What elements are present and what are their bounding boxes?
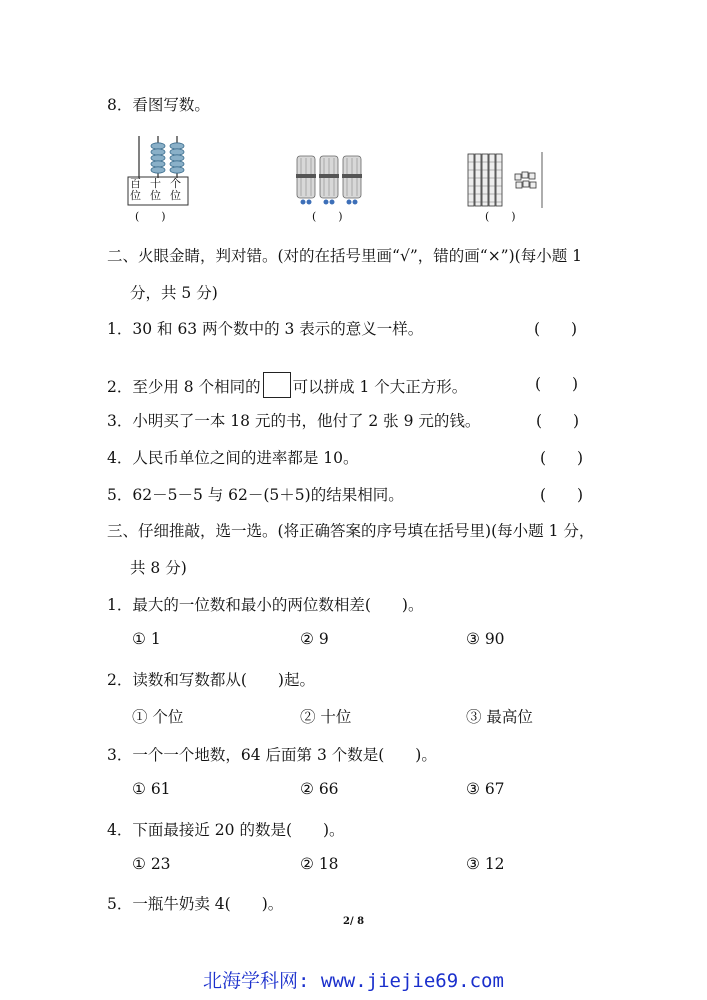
s3-q4-option-3[interactable]: ③ 12 bbox=[466, 855, 505, 873]
stick-bundles-figure bbox=[295, 150, 365, 208]
s3-question-5: 5．一瓶牛奶卖 4( )。 bbox=[107, 895, 284, 913]
s2-item-2-text bbox=[107, 372, 467, 398]
s3-question-1: 1．最大的一位数和最小的两位数相差( )。 bbox=[107, 596, 424, 614]
s2-item-5-answer[interactable]: ( ) bbox=[540, 486, 584, 504]
s3-question-2: 2．读数和写数都从( )起。 bbox=[107, 671, 315, 689]
s2-item-3-answer[interactable]: ( ) bbox=[536, 412, 580, 430]
s3-q3-option-3[interactable]: ③ 67 bbox=[466, 780, 505, 798]
section2-heading-line2: 分，共 5 分) bbox=[130, 284, 218, 302]
section2-heading-line1: 二、火眼金睛，判对错。(对的在括号里画“√”，错的画“×”)(每小题 1 bbox=[107, 247, 582, 265]
abacus-figure bbox=[118, 128, 198, 208]
s2-item-1-answer[interactable]: ( ) bbox=[534, 320, 578, 338]
abacus-label-ones: 个 位 bbox=[170, 177, 181, 202]
s2-item-2-answer[interactable]: ( ) bbox=[535, 375, 579, 393]
s2-item-5-text: 5．62－5－5 与 62－(5＋5)的结果相同。 bbox=[107, 486, 404, 504]
page-number: 2/ 8 bbox=[343, 916, 365, 927]
s3-q1-option-3[interactable]: ③ 90 bbox=[466, 630, 505, 648]
q8-answer-3[interactable]: ( ) bbox=[485, 210, 516, 223]
square-shape bbox=[263, 372, 291, 398]
s3-q2-option-1[interactable]: ① 个位 bbox=[132, 708, 184, 726]
s2-item-4-answer[interactable]: ( ) bbox=[540, 449, 584, 467]
base-ten-blocks-figure bbox=[466, 152, 546, 208]
q8-answer-1[interactable]: ( ) bbox=[135, 210, 166, 223]
s2-item-1-text: 1．30 和 63 两个数中的 3 表示的意义一样。 bbox=[107, 320, 424, 338]
stick-bundles-graphic bbox=[295, 150, 365, 208]
footer-watermark: 北海学科网: www.jiejie69.com bbox=[203, 970, 504, 992]
section3-heading-line2: 共 8 分) bbox=[130, 559, 187, 577]
s3-q3-option-1[interactable]: ① 61 bbox=[132, 780, 171, 798]
s2-item-3-text: 3．小明买了一本 18 元的书，他付了 2 张 9 元的钱。 bbox=[107, 412, 481, 430]
s3-q2-option-2[interactable]: ② 十位 bbox=[300, 708, 352, 726]
s3-question-3: 3．一个一个地数，64 后面第 3 个数是( )。 bbox=[107, 746, 437, 764]
s3-q1-option-1[interactable]: ① 1 bbox=[132, 630, 161, 648]
s3-question-4: 4．下面最接近 20 的数是( )。 bbox=[107, 821, 345, 839]
s3-q2-option-3[interactable]: ③ 最高位 bbox=[466, 708, 533, 726]
q8-title: 8．看图写数。 bbox=[107, 96, 210, 114]
s2-item-2-text-before: 2．至少用 8 个相同的 bbox=[107, 378, 261, 396]
s2-item-4-text: 4．人民币单位之间的进率都是 10。 bbox=[107, 449, 359, 467]
q8-answer-2[interactable]: ( ) bbox=[312, 210, 343, 223]
base-ten-blocks-graphic bbox=[466, 152, 546, 208]
s3-q3-option-2[interactable]: ② 66 bbox=[300, 780, 339, 798]
s2-item-2-text-after: 可以拼成 1 个大正方形。 bbox=[292, 378, 468, 396]
s3-q4-option-1[interactable]: ① 23 bbox=[132, 855, 171, 873]
abacus-label-tens: 十 位 bbox=[150, 177, 161, 202]
s3-q1-option-2[interactable]: ② 9 bbox=[300, 630, 329, 648]
s3-q4-option-2[interactable]: ② 18 bbox=[300, 855, 339, 873]
section3-heading-line1: 三、仔细推敲，选一选。(将正确答案的序号填在括号里)(每小题 1 分， bbox=[107, 522, 595, 540]
abacus-label-hundreds: 百 位 bbox=[130, 177, 141, 202]
